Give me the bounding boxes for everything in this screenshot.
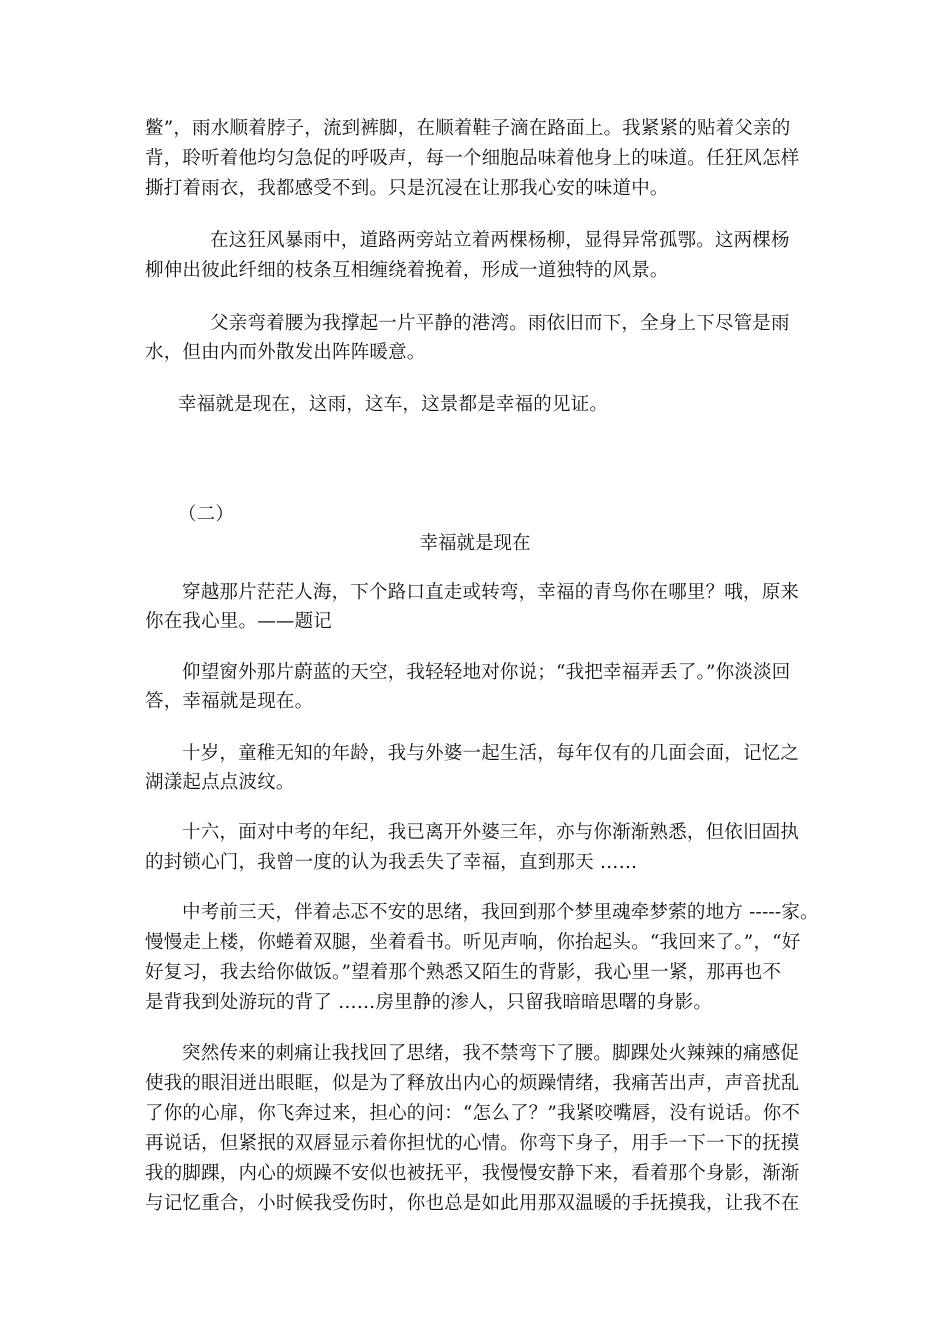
text-line: 的封锁心门，我曾一度的认为我丢失了幸福，直到那天 ……	[145, 852, 638, 873]
text-line: 中考前三天，伴着忐忑不安的思绪，我回到那个梦里魂牵梦萦的地方 -----家。	[182, 902, 819, 923]
text-line: 与记忆重合，小时候我受伤时，你也总是如此用那双温暖的手抚摸我，让我不在	[145, 1193, 800, 1214]
text-line: 了你的心扉，你飞奔过来，担心的问：“怎么了？”我紧咬嘴唇，没有说话。你不	[145, 1103, 801, 1124]
text-line: 鳖”，雨水顺着脖子，流到裤脚，在顺着鞋子滴在路面上。我紧紧的贴着父亲的	[145, 118, 791, 139]
text-line: 使我的眼泪迸出眼眶，似是为了释放出内心的烦躁情绪，我痛苦出声，声音扰乱	[145, 1073, 800, 1094]
text-line: 好复习，我去给你做饭。”望着那个熟悉又陌生的背影，我心里一紧，那再也不	[145, 962, 782, 983]
text-line: 十六，面对中考的年纪，我已离开外婆三年，亦与你渐渐熟悉，但依旧固执	[182, 822, 800, 843]
text-line: 穿越那片茫茫人海，下个路口直走或转弯，幸福的青鸟你在哪里？哦，原来	[182, 582, 800, 603]
text-line: 十岁，童稚无知的年龄，我与外婆一起生活，每年仅有的几面会面，记忆之	[182, 743, 800, 764]
text-line: 水，但由内而外散发出阵阵暖意。	[145, 342, 426, 363]
text-line: 仰望窗外那片蔚蓝的天空，我轻轻地对你说；“我把幸福弄丢了。”你淡淡回	[182, 662, 791, 683]
text-line: 你在我心里。——题记	[145, 611, 333, 632]
text-line: 柳伸出彼此纤细的枝条互相缠绕着挽着，形成一道独特的风景。	[145, 260, 669, 281]
text-line: 湖漾起点点波纹。	[145, 772, 295, 793]
text-line: 慢慢走上楼，你蜷着双腿，坐着看书。听见声响，你抬起头。“我回来了。”，“好	[145, 932, 801, 953]
text-line: 背，聆听着他均匀急促的呼吸声，每一个细胞品味着他身上的味道。任狂风怎样	[145, 148, 800, 169]
essay-title: 幸福就是现在	[419, 533, 531, 554]
text-line: 突然传来的刺痛让我找回了思绪，我不禁弯下了腰。脚踝处火辣辣的痛感促	[182, 1043, 800, 1064]
text-line: 撕打着雨衣，我都感受不到。只是沉浸在让那我心安的味道中。	[145, 178, 669, 199]
text-line: 我的脚踝，内心的烦躁不安似也被抚平，我慢慢安静下来，看着那个身影，渐渐	[145, 1163, 800, 1184]
text-line: 答，幸福就是现在。	[145, 691, 314, 712]
text-line: 父亲弯着腰为我撑起一片平静的港湾。雨依旧而下，全身上下尽管是雨	[210, 313, 790, 334]
section-label: （二）	[178, 504, 235, 525]
text-line: 是背我到处游玩的背了 ……房里静的渗人，只留我暗暗思曙的身影。	[145, 992, 713, 1013]
text-line: 在这狂风暴雨中，道路两旁站立着两棵杨柳，显得异常孤鄂。这两棵杨	[210, 230, 790, 251]
text-line: 幸福就是现在，这雨，这车，这景都是幸福的见证。	[178, 394, 609, 415]
text-line: 再说话，但紧抿的双唇显示着你担忧的心情。你弯下身子，用手一下一下的抚摸	[145, 1133, 800, 1154]
